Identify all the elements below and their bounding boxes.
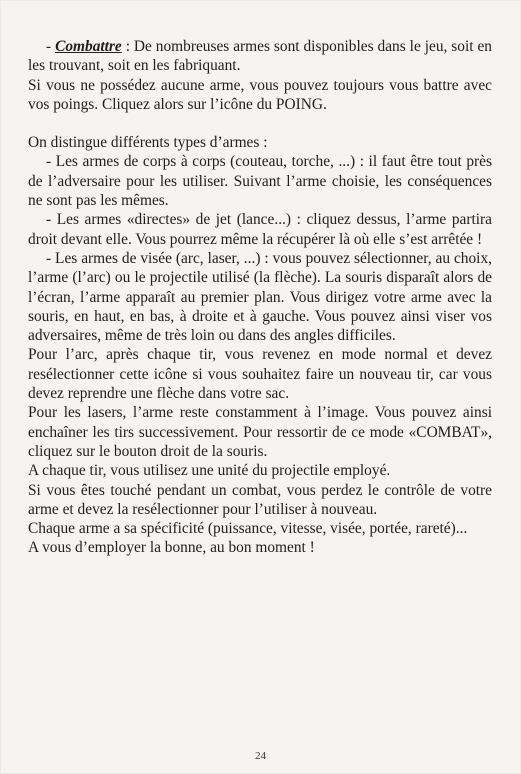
specificity-paragraph: Chaque arme a sa spécificité (puissance, vitesse, visée, portée, rareté)... (28, 520, 468, 538)
melee-weapons-paragraph: - Les armes de corps à corps (couteau, torche, ...) : il faut être tout près de l’adversaire pour les utiliser. Suivant l’arme choisie, les conséquences ne sont pas les mêmes. (28, 153, 492, 210)
hit-paragraph: Si vous êtes touché pendant un combat, vous perdez le contrôle de votre arme et devez la resélectionner pour l’utiliser à nouveau. (28, 481, 492, 518)
aim-weapons-paragraph: - Les armes de visée (arc, laser, ...) : vous pouvez sélectionner, au choix, l’arme (l’arc) ou le projectile utilisé (la flèche). La souris disparaît alors de l’écran, l’arme apparaît au premier plan. Vous dirigez votre arme avec la souris, en haut, en bas, à droite et à gauche. Vous pouvez ainsi viser vos adversaires, même de très loin ou dans des angles difficiles. (28, 249, 492, 345)
paragraph-gap (28, 114, 492, 133)
bow-paragraph: Pour l’arc, après chaque tir, vous revenez en mode normal et devez resélectionner cette icône si vous souhaitez faire un nouveau tir, car vous devez reprendre une flèche dans votre sac. (28, 346, 492, 403)
no-weapon-paragraph: Si vous ne possédez aucune arme, vous pouvez toujours vous battre avec vos poings. Cliquez alors sur l’icône du POING. (28, 76, 492, 113)
direct-throw-paragraph: - Les armes «directes» de jet (lance...) : cliquez dessus, l’arme partira droit devant elle. Vous pourrez même la récupérer là où elle s’est arrêtée ! (28, 211, 492, 248)
combat-description: : De nombreuses armes sont disponibles dans le jeu, soit en les trouvant, soit en les fabriquant. (28, 38, 492, 75)
closing-paragraph: A vous d’employer la bonne, au bon moment ! (28, 539, 315, 557)
combat-prefix: - (46, 38, 56, 55)
body-text (28, 37, 492, 558)
weapon-types-intro: On distingue différents types d’armes : (28, 134, 268, 152)
page-number: 24 (255, 750, 266, 762)
combat-paragraph (28, 37, 492, 76)
lasers-paragraph: Pour les lasers, l’arme reste constamment à l’image. Vous pouvez ainsi enchaîner les tirs successivement. Pour ressortir de ce mode «COMBAT», cliquez sur le bouton droit de la souris. (28, 404, 492, 460)
each-shot-paragraph: A chaque tir, vous utilisez une unité du projectile employé. (28, 462, 391, 480)
combat-keyword: Combattre (55, 38, 122, 55)
